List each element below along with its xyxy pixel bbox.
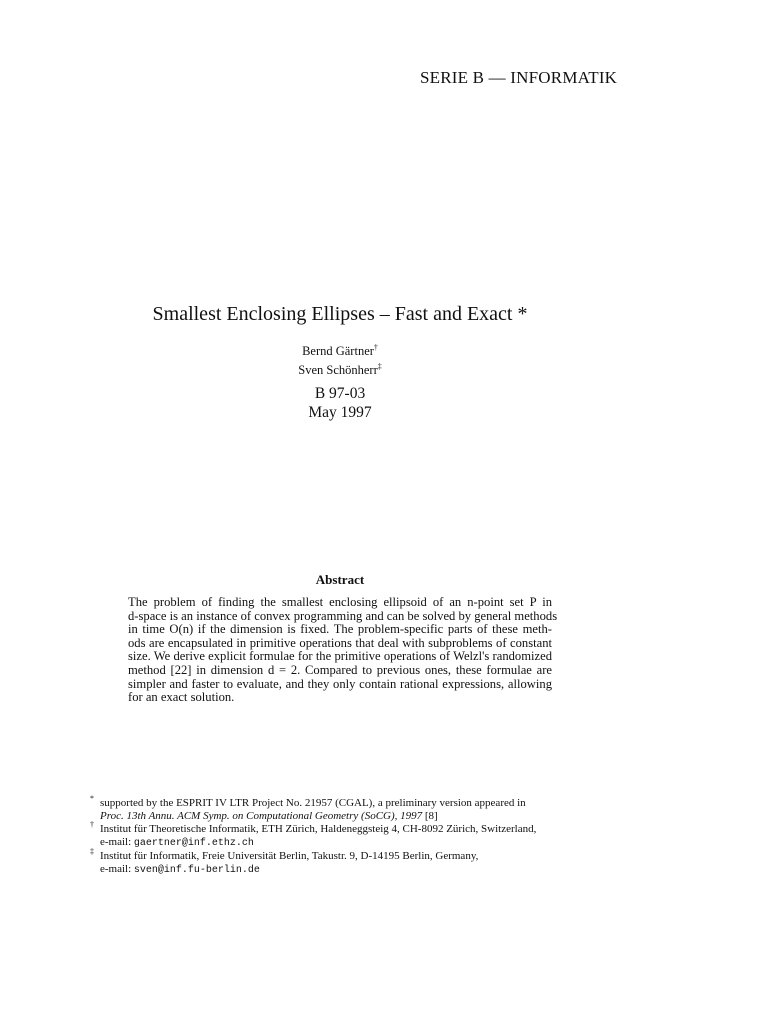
abstract-body (128, 595, 558, 705)
abstract-line: size. We derive explicit formulae for the primitive operations of Welzl's randomized (128, 649, 552, 664)
footnote-dagger: † Institut für Theoretische Informatik, ETH Zürich, Haldeneggsteig 4, CH-8092 Zürich, Switzerland, (90, 820, 537, 835)
email-label: e-mail: (100, 863, 134, 875)
footnote-ddagger: ‡ Institut für Informatik, Freie Universität Berlin, Takustr. 9, D-14195 Berlin, Germany, (90, 847, 479, 862)
paper-title: Smallest Enclosing Ellipses – Fast and Exact * (152, 303, 528, 325)
footnote-citation: Proc. 13th Annu. ACM Symp. on Computational Geometry (SoCG), 1997 (100, 810, 423, 822)
footnote-dagger-email (90, 836, 570, 850)
footnote-star: * supported by the ESPRIT IV LTR Project No. 21957 (CGAL), a preliminary version appeared in (90, 794, 526, 809)
footnote-star-cont (90, 810, 570, 823)
abstract-line: in time O(n) if the dimension is fixed. The problem-specific parts of these meth- (128, 622, 552, 637)
abstract-line: for an exact solution. (128, 690, 235, 705)
email-address[interactable]: sven@inf.fu-berlin.de (133, 865, 260, 876)
abstract-heading: Abstract (315, 572, 365, 587)
report-date: May 1997 (308, 404, 372, 421)
footnotes (90, 794, 570, 877)
author-name: Bernd Gärtner (302, 344, 374, 359)
footnote-ddagger-email (90, 863, 570, 877)
author-2 (0, 359, 680, 378)
footnote-text: Institut für Theoretische Informatik, ETH Zürich, Haldeneggsteig 4, CH-8092 Zürich, Switzerland, (100, 823, 537, 835)
footnote-ref: [8] (422, 810, 438, 822)
footnote-text: supported by the ESPRIT IV LTR Project No. 21957 (CGAL), a preliminary version appeared in (100, 797, 526, 809)
email-label: e-mail: (100, 836, 134, 848)
report-info (0, 384, 680, 422)
author-name: Sven Schönherr (298, 363, 378, 378)
abstract-line: The problem of finding the smallest enclosing ellipsoid of an n-point set P in (128, 595, 552, 609)
abstract-line: d-space is an instance of convex programming and can be solved by general methods (128, 608, 558, 623)
report-number: B 97-03 (314, 385, 366, 402)
email-address[interactable]: gaertner@inf.ethz.ch (133, 838, 254, 849)
footnote-text: Institut für Informatik, Freie Universität Berlin, Takustr. 9, D-14195 Berlin, Germany, (100, 850, 479, 862)
series-header: SERIE B — INFORMATIK (420, 68, 618, 87)
abstract-line: ods are encapsulated in primitive operations that deal with subproblems of constant (128, 635, 552, 650)
footnote-mark: † (373, 343, 378, 352)
abstract-line: simpler and faster to evaluate, and they only contain rational expressions, allowing (128, 676, 552, 691)
author-1 (0, 340, 680, 359)
footnote-mark: ‡ (377, 362, 382, 372)
author-list (0, 340, 680, 378)
abstract-line: method [22] in dimension d = 2. Compared to previous ones, these formulae are (128, 662, 552, 677)
